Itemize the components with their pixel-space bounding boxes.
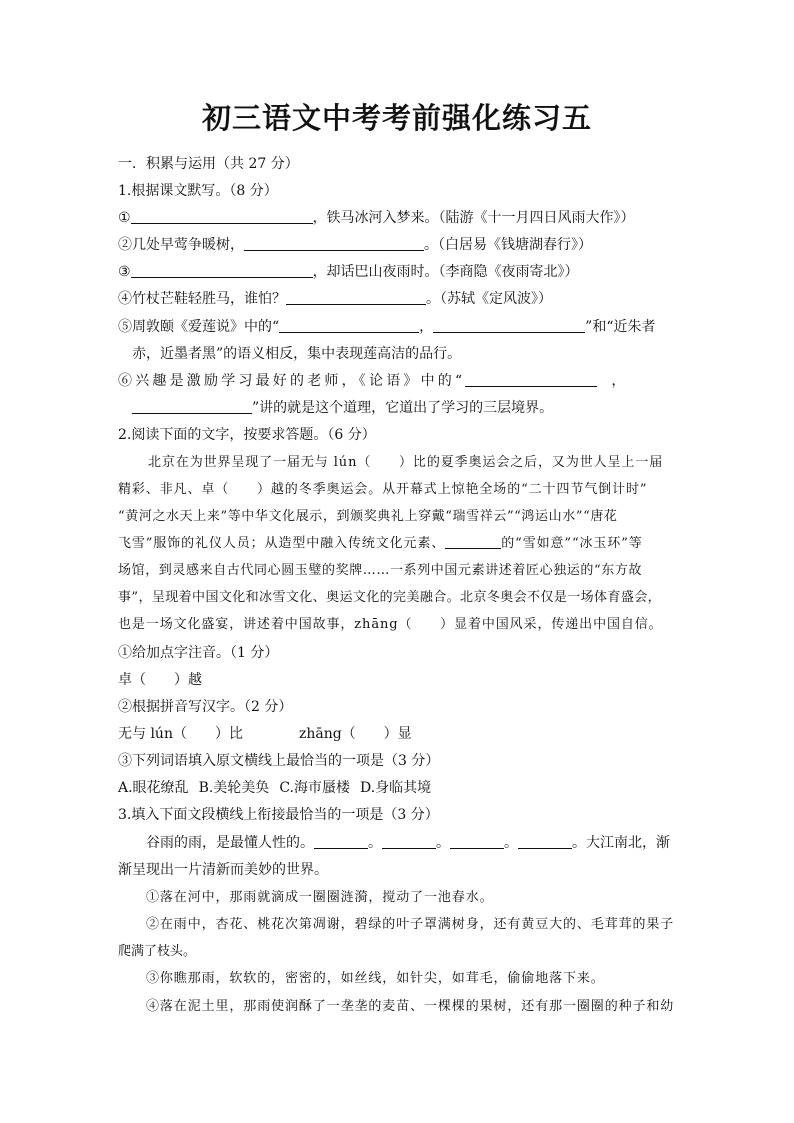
answer-blank[interactable] [450, 834, 504, 849]
passage-line [118, 534, 678, 554]
option-b[interactable]: B.美轮美奂 [198, 780, 270, 796]
q3-option-2-continued: 爬满了枝头。 [118, 944, 197, 959]
option-d[interactable]: D.身临其境 [359, 780, 432, 796]
q3-option-2: ②在雨中，杏花、桃花次第凋谢，碧绿的叶子罩满树身，还有黄豆大的、毛茸茸的果子 [146, 917, 675, 932]
q1-line-2-suffix: 。（白居易《钱塘湖春行》） [424, 237, 592, 253]
q1-line-3 [118, 262, 678, 282]
q3-option-1: ①落在河中，那雨就滴成一圈圈涟漪，搅动了一池春水。 [146, 890, 494, 905]
punctuation: 。 [504, 835, 518, 851]
sub-question-3: ③下列词语填入原文横线上最恰当的一项是（3 分） [118, 753, 440, 769]
answer-blank[interactable] [244, 236, 424, 251]
q1-line-2 [118, 235, 678, 255]
q1-line-4-prefix: ④竹杖芒鞋轻胜马，谁怕？ [118, 291, 286, 307]
answer-blank[interactable] [279, 318, 419, 333]
question-2-heading: 2.阅读下面的文字，按要求答题。（6 分） [118, 427, 376, 443]
answer-blank[interactable] [286, 290, 426, 305]
q1-line-6 [118, 371, 678, 391]
q1-line-5-prefix: ⑤周敦颐《爱莲说》中的“ [118, 319, 280, 335]
answer-blank[interactable] [518, 834, 572, 849]
q3-option-3: ③你瞧那雨，软软的，密密的，如丝线，如针尖，如茸毛，偷偷地落下来。 [146, 971, 605, 986]
passage-text: 的“雪如意”“冰玉环”等 [501, 536, 643, 551]
punctuation: 。 [436, 835, 450, 851]
q3-passage-text: 。大江南北，渐 [572, 835, 670, 851]
answer-blank[interactable] [465, 372, 597, 387]
answer-blank[interactable] [433, 318, 585, 333]
q1-line-1-suffix: ，铁马冰河入梦来。（陆游《十一月四日风雨大作》） [312, 210, 635, 226]
q1-line-3-suffix: ，却话巴山夜雨时。（李商隐《夜雨寄北》） [312, 264, 579, 280]
q3-passage-line: 渐呈现出一片清新而美妙的世界。 [118, 862, 328, 878]
q1-line-5-continued: 赤，近墨者黑”的语义相反，集中表现莲高洁的品行。 [132, 346, 462, 362]
passage-line: 场馆，到灵感来自古代同心圆玉璧的奖牌……一系列中国元素讲述着匠心独运的“东方故 [118, 563, 643, 578]
q1-line-3-prefix: ③ [118, 264, 131, 280]
q1-line-5-mid: ， [419, 319, 434, 335]
sub-question-1: ①给加点字注音。（1 分） [118, 645, 279, 661]
answer-blank[interactable] [314, 834, 368, 849]
section-heading: 一．积累与运用（共 27 分） [118, 156, 299, 172]
q1-line-5 [118, 317, 678, 337]
q1-line-6-prefix: ⑥兴趣是激励学习最好的老师，《论语》中的“ [118, 373, 466, 389]
q1-line-1-prefix: ① [118, 210, 131, 226]
passage-line: 也是一场文化盛宴，讲述着中国故事，zhāng（ ）显着中国风采，传递出中国自信。 [118, 617, 663, 632]
q1-line-5-suffix: ”和“近朱者 [585, 319, 656, 335]
q1-line-6b-suffix: ”讲的就是这个道理，它道出了学习的三层境界。 [252, 400, 554, 416]
passage-line: 精彩、非凡、卓（ ）越的冬季奥运会。从开幕式上惊艳全场的“二十四节气倒计时” [118, 482, 648, 497]
sub-question-1-answer[interactable]: 卓（ ）越 [118, 672, 202, 688]
answer-blank[interactable] [131, 263, 313, 278]
answer-blank[interactable] [445, 534, 501, 549]
question-3-heading: 3.填入下面文段横线上衔接最恰当的一项是（3 分） [118, 807, 439, 823]
option-c[interactable]: C.海市蜃楼 [279, 780, 350, 796]
q3-option-4: ④落在泥土里，那雨使润酥了一垄垄的麦苗、一棵棵的果树，还有那一圈圈的种子和幼 [146, 999, 675, 1014]
sub-question-2-answers [118, 724, 678, 744]
q1-line-4-suffix: 。（苏轼《定风波》） [426, 291, 552, 307]
q1-line-2-prefix: ②几处早莺争暖树， [118, 237, 244, 253]
q1-line-6-suffix: ， [611, 373, 626, 389]
pinyin-answer-lun[interactable]: 无与 lún（ ）比 [118, 726, 243, 742]
sub-question-2: ②根据拼音写汉字。（2 分） [118, 699, 293, 715]
q1-line-1 [118, 208, 678, 228]
q1-line-4 [118, 289, 678, 309]
page-title: 初三语文中考考前强化练习五 [201, 101, 592, 135]
answer-blank[interactable] [132, 399, 252, 414]
passage-line: 事”，呈现着中国文化和冰雪文化、奥运文化的完美融合。北京冬奥会不仅是一场体育盛会， [118, 590, 662, 605]
option-a[interactable]: A.眼花缭乱 [118, 780, 189, 796]
answer-blank[interactable] [131, 209, 313, 224]
answer-blank[interactable] [382, 834, 436, 849]
q3-passage-text: 谷雨的雨，是最懂人性的。 [146, 835, 314, 851]
passage-line: 北京在为世界呈现了一届无与 lún（ ）比的夏季奥运会之后，又为世人呈上一届 [148, 455, 664, 470]
punctuation: 。 [368, 835, 382, 851]
passage-text: 飞雪”服饰的礼仪人员；从造型中融入传统文化元素、 [118, 536, 446, 551]
question-1-heading: 1.根据课文默写。（8 分） [118, 183, 278, 199]
passage-line: “黄河之水天上来”等中华文化展示，到颁奖典礼上穿戴“瑞雪祥云”“鸿运山水”“唐花 [118, 509, 618, 524]
pinyin-answer-zhang[interactable]: zhāng（ ）显 [298, 726, 412, 742]
options-row [118, 778, 678, 798]
q3-passage-line [146, 833, 706, 853]
q1-line-6-continued [132, 398, 692, 418]
